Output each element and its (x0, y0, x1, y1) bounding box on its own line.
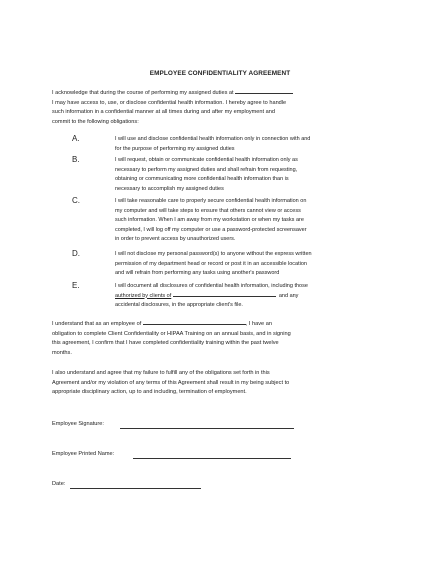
item-letter: C. (72, 196, 80, 205)
item-line: authorized by clients of (115, 292, 172, 299)
item-line: in order to prevent access by unauthorized users. (115, 236, 236, 243)
item-line: I will not disclose my personal password(s) to anyone without the express written (115, 251, 312, 257)
employee-signature-line[interactable] (120, 428, 294, 429)
disciplinary-line-2: Agreement and/or my violation of any terms of this Agreement shall result in my being subject to (52, 379, 290, 386)
item-line: completed, I will log off my computer or use a password-protected screensaver (115, 226, 307, 233)
item-line: permission of my department head or record or post it in an accessible location (115, 260, 307, 267)
item-line: I will request, obtain or communicate confidential health information only as (115, 157, 298, 163)
item-line: for the purpose of performing my assigned duties (115, 145, 235, 152)
employer-name-blank[interactable] (235, 89, 293, 94)
disciplinary-line-3: appropriate disciplinary action, up to and including, termination of employment. (52, 389, 247, 396)
item-line: and any (278, 292, 299, 299)
item-line: and will refrain from performing any tasks using another's password (115, 270, 280, 277)
item-line: obtaining or communicating more confidential health information than is (115, 176, 289, 183)
date-label: Date: (52, 481, 66, 487)
training-line-2: obligation to complete Client Confidentiality or HIPAA Training on an annual basis, and in signing (52, 330, 291, 337)
disciplinary-line-1: I also understand and agree that my failure to fulfill any of the obligations set forth in this (52, 370, 270, 376)
training-line-3: this agreement, I confirm that I have completed confidentiality training within the past twelve (52, 340, 279, 347)
disciplinary-paragraph (52, 369, 397, 398)
intro-paragraph (52, 89, 397, 127)
clients-of-blank[interactable] (173, 292, 276, 297)
item-letter: A. (72, 134, 80, 143)
document-title: EMPLOYEE CONFIDENTIALITY AGREEMENT (149, 70, 291, 77)
training-line-1b: , I have an (245, 321, 272, 327)
item-line: such information. When I am away from my workstation or when my tasks are (115, 217, 304, 224)
item-letter: D. (72, 249, 80, 258)
item-line: I will take reasonable care to properly secure confidential health information on (115, 198, 307, 204)
item-letter: E. (72, 281, 80, 290)
item-line: accidental disclosures, in the appropriate client's file. (115, 302, 243, 309)
training-line-1a: I understand that as an employee of (52, 321, 142, 327)
item-letter: B. (72, 155, 80, 164)
item-line: I will use and disclose confidential health information only in connection with and (115, 136, 311, 142)
intro-line-4: commit to the following obligations: (52, 118, 139, 125)
employer-name-blank-2[interactable] (143, 320, 246, 325)
intro-line-2: I may have access to, use, or disclose confidential health information. I hereby agree to handle (52, 99, 287, 106)
item-line: my computer and will take steps to ensure that others cannot view or access (115, 207, 301, 214)
item-line: necessary to perform my assigned duties and shall refrain from requesting, (115, 166, 298, 173)
item-line: necessary to accomplish my assigned duties (115, 185, 224, 192)
employee-printed-name-line[interactable] (133, 458, 291, 459)
date-line[interactable] (70, 488, 201, 489)
intro-line-3: such information in a confidential manner at all times during and after my employment and (52, 109, 275, 116)
intro-line-1: I acknowledge that during the course of performing my assigned duties at (52, 90, 234, 96)
item-line: I will document all disclosures of confidential health information, including those (115, 283, 308, 289)
training-paragraph (52, 320, 397, 358)
training-line-4: months. (52, 349, 72, 356)
employee-signature-label: Employee Signature: (52, 421, 104, 427)
employee-printed-name-label: Employee Printed Name: (52, 451, 115, 457)
